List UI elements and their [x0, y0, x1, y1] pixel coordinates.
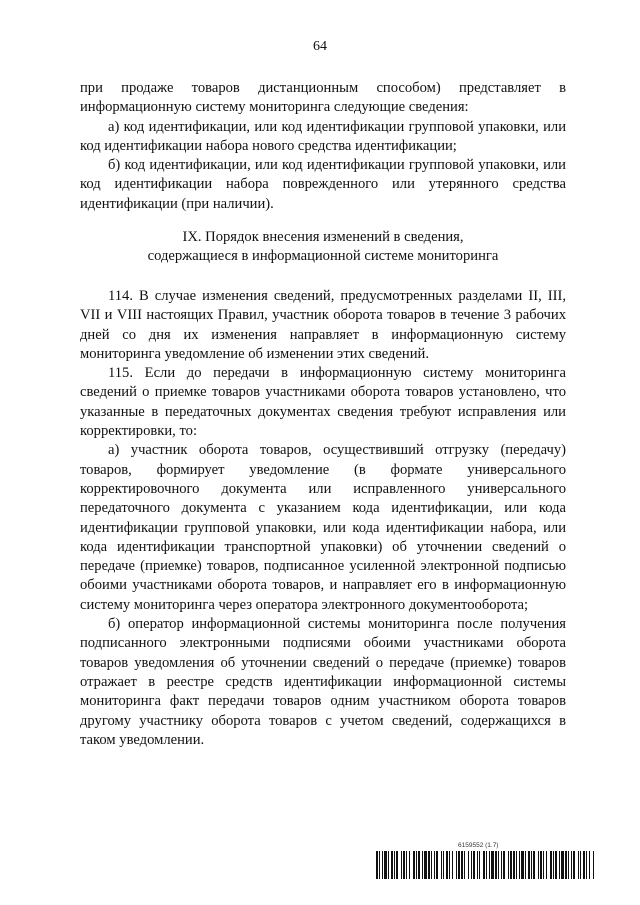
continuation-block	[80, 79, 566, 214]
section-title-line-2: содержащиеся в информационной системе мониторинга	[147, 248, 499, 265]
continuation-item-a: а) код идентификации, или код идентификации групповой упаковки, или код идентификации набора нового средства идентификации;	[80, 118, 566, 154]
paragraph-115: 115. Если до передачи в информационную систему мониторинга сведений о приемке товаров участниками оборота товаров установлено, что указанные в передаточных документах сведения требуют исправления или корректировки, то:	[80, 365, 566, 440]
paragraph-115-a: а) участник оборота товаров, осуществивший отгрузку (передачу) товаров, формирует уведомление (в формате универсального корректировочного документа или исправленного универсального передаточного документа с указанием кода идентификации, или кода идентификации групповой упаковки, или кода идентификации набора, или кода идентификации транспортной упаковки) об уточнении сведений о передаче (приемке) товаров, подписанное усиленной электронной подписью обоими участниками оборота товаров, и направляет его в информационную систему мониторинга через оператора электронного документооборота;	[80, 442, 566, 613]
section-heading	[80, 228, 566, 267]
barcode-image	[376, 851, 594, 879]
page-number: 64	[313, 39, 327, 54]
document-code: 6159552 (1.7)	[458, 842, 499, 849]
continuation-intro: при продаже товаров дистанционным способом) представляет в информационную систему мониторинга следующие сведения:	[80, 80, 566, 116]
section-body	[80, 287, 566, 750]
paragraph-114: 114. В случае изменения сведений, предусмотренных разделами II, III, VII и VIII настоящих Правил, участник оборота товаров в течение 3 рабочих дней со дня их изменения направляет в информационную систему мониторинга уведомление об изменении этих сведений.	[80, 288, 566, 362]
paragraph-115-b: б) оператор информационной системы мониторинга после получения подписанного электронными подписями обоими участниками оборота товаров уведомления об уточнении сведений о передаче (приемке) товаров отражает в реестре средств идентификации информационной системы мониторинга факт передачи товаров одним участником оборота товаров другому участнику оборота товаров с учетом сведений, содержащихся в таком уведомлении.	[80, 616, 566, 748]
section-title-line-1: IX. Порядок внесения изменений в сведения,	[182, 229, 464, 245]
continuation-item-b: б) код идентификации, или код идентификации групповой упаковки, или код идентификации набора поврежденного или утерянного средства идентификации (при наличии).	[80, 157, 566, 212]
